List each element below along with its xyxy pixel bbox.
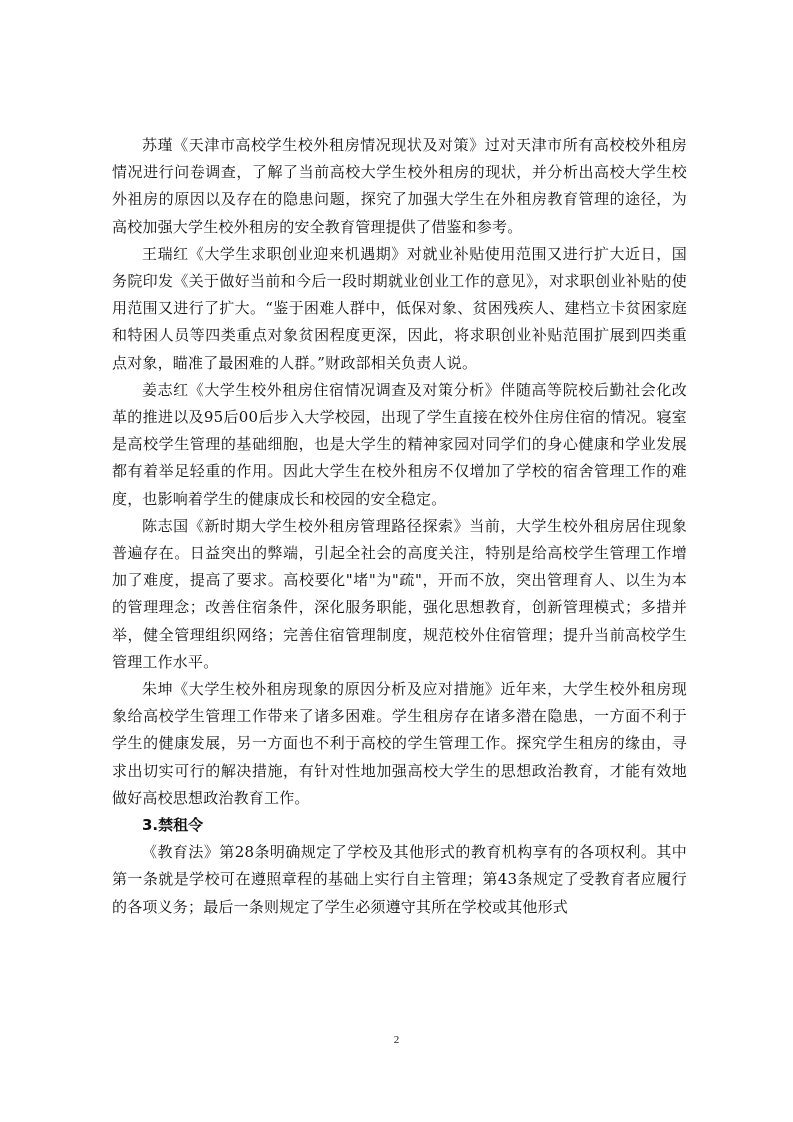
paragraph-sujin: 苏瑾《天津市高校学生校外租房情况现状及对策》过对天津市所有高校校外租房情况进行问卷调查，了解了当前高校大学生校外租房的现状，并分析出高校大学生校外祖房的原因以及存在的隐患问题，探究了加强大学生在外租房教育管理的途径，为高校加强大学生校外租房的安全教育管理提供了借鉴和参考。 [112, 136, 687, 236]
paragraph-zhukun: 朱坤《大学生校外租房现象的原因分析及应对措施》近年来，大学生校外租房现象给高校学生管理工作带来了诸多困难。学生租房存在诸多潜在隐患，一方面不利于学生的健康发展，另一方面也不利于高校的学生管理工作。探究学生租房的缘由，寻求出切实可行的解决措施，有针对性地加强高校大学生的思想政治教育，才能有效地做好高校思想政治教育工作。 [112, 680, 687, 807]
paragraph-wangruihong: 王瑞红《大学生求职创业迎来机遇期》对就业补贴使用范围又进行扩大近日，国务院印发《关于做好当前和今后一段时期就业创业工作的意见》，对求职创业补贴的使用范围又进行了扩大。“鉴于困难人群中，低保对象、贫困残疾人、建档立卡贫困家庭和特困人员等四类重点对象贫困程度更深，因此，将求职创业补贴范围扩展到四类重点对象，瞄准了最困难的人群。”财政部相关负责人说。 [112, 244, 687, 372]
document-body [112, 132, 687, 921]
paragraph-chenzhiguo: 陈志国《新时期大学生校外租房管理路径探索》当前，大学生校外租房居住现象普遍存在。日益突出的弊端，引起全社会的高度关注，特别是给高校学生管理工作增加了难度，提高了要求。高校要化"堵"为"疏"，开而不放，突出管理育人、以生为本的管理理念；改善住宿条件，深化服务职能，强化思想教育，创新管理模式；多措并举，健全管理组织网络；完善住宿管理制度，规范校外住宿管理；提升当前高校学生管理工作水平。 [112, 516, 687, 671]
page-number: 2 [393, 1034, 400, 1046]
paragraph-jiangzhihong: 姜志红《大学生校外租房住宿情况调查及对策分析》伴随高等院校后勤社会化改革的推进以及95后00后步入大学校园，出现了学生直接在校外住房住宿的情况。寝室是高校学生管理的基础细胞，也是大学生的精神家园对同学们的身心健康和学业发展都有着举足轻重的作用。因此大学生在校外租房不仅增加了学校的宿舍管理工作的难度，也影响着学生的健康成长和校园的安全稳定。 [112, 380, 687, 508]
section-heading: 3.禁租令 [142, 816, 204, 835]
paragraph-education-law: 《教育法》第28条明确规定了学校及其他形式的教育机构享有的各项权利。其中第一条就是学校可在遵照章程的基础上实行自主管理；第43条规定了受教育者应履行的各项义务；最后一条则规定了学生必须遵守其所在学校或其他形式 [112, 843, 687, 916]
